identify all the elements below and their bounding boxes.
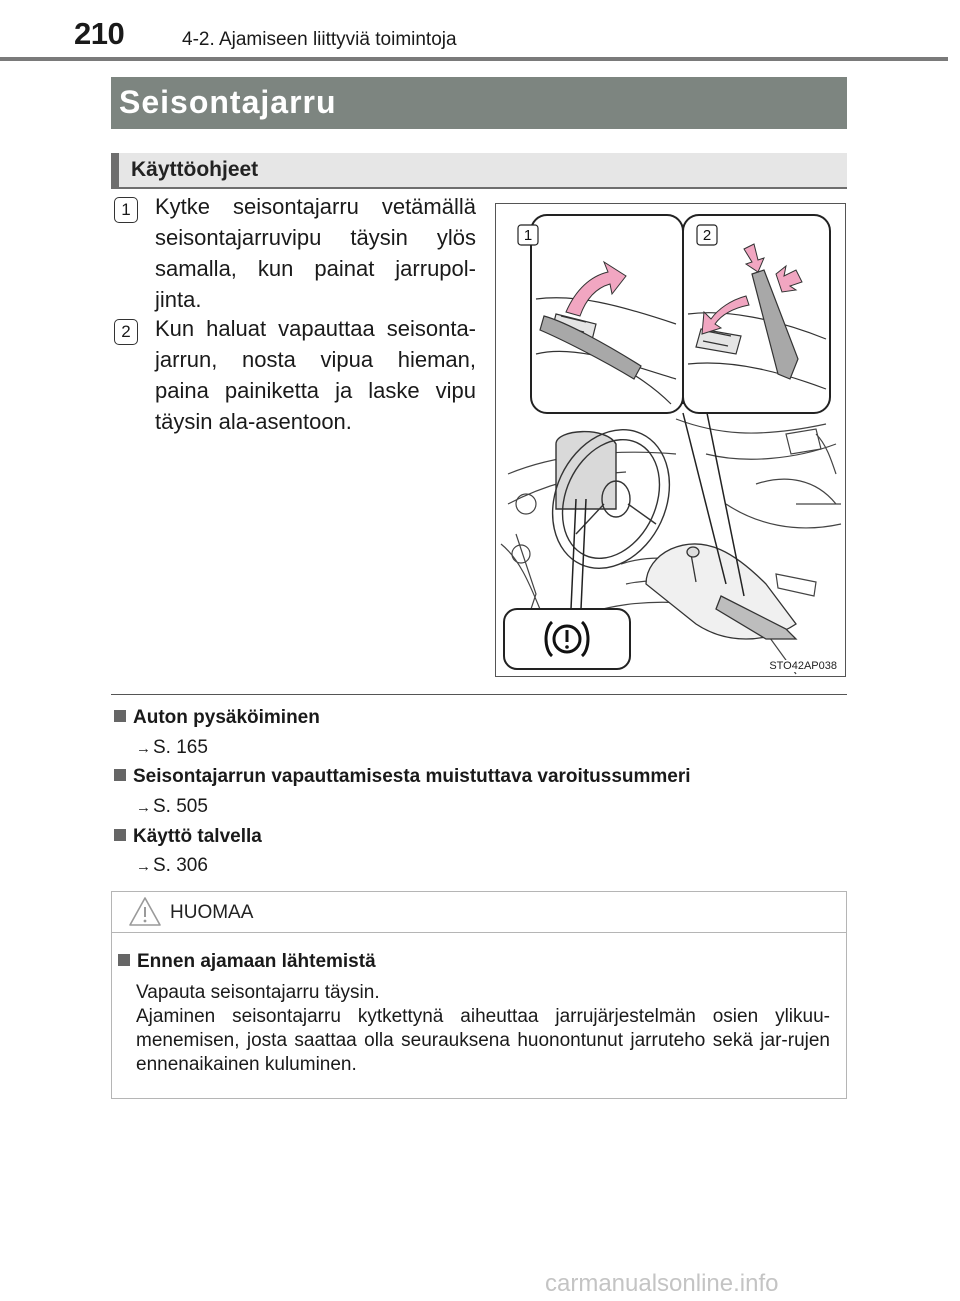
step-text-2: Kun haluat vapauttaa seisonta-jarrun, nosta vipua hieman, paina painiketta ja laske vipu täysin ala-asentoon. <box>155 316 476 434</box>
section-title: Käyttöohjeet <box>131 158 259 181</box>
svg-text:1: 1 <box>523 227 533 244</box>
bullet-square-icon <box>118 954 130 966</box>
callout-number-2 <box>697 225 717 245</box>
step-text-1: Kytke seisontajarru vetämällä seisontajarruvipu täysin ylös samalla, kun painat jarrupol-jinta. <box>155 194 476 312</box>
notice-box <box>111 891 847 1099</box>
notice-divider <box>112 932 846 933</box>
svg-text:2: 2 <box>702 227 712 244</box>
info-ref-3[interactable]: → S. 306 <box>136 855 208 876</box>
bullet-square-icon <box>114 829 126 841</box>
notice-subtitle: Ennen ajamaan lähtemistä <box>118 951 376 973</box>
notice-paragraph: Ajaminen seisontajarru kytkettynä aiheuttaa jarrujärjestelmän osien ylikuu-menemisen, josta saattaa olla seurauksena huonontunut jarruteho sekä jar-rujen ennenaikainen kuluminen. <box>136 1006 830 1075</box>
info-title-2: Seisontajarrun vapauttamisesta muistuttava varoitussummeri <box>114 766 691 788</box>
illustration-drawing <box>496 204 845 676</box>
notice-label: HUOMAA <box>170 902 254 923</box>
header-divider <box>0 57 948 61</box>
info-ref-1[interactable]: → S. 165 <box>136 737 208 758</box>
page-title: Seisontajarru <box>119 84 337 120</box>
figure-code: STO42AP038 <box>769 660 837 672</box>
arrow-right-icon: → <box>136 858 151 875</box>
notice-line-1: Vapauta seisontajarru täysin. <box>136 982 380 1003</box>
bullet-square-icon <box>114 769 126 781</box>
center-console <box>646 544 796 639</box>
info-title-3: Käyttö talvella <box>114 826 262 848</box>
warning-triangle-icon <box>128 896 162 928</box>
info-title-1: Auton pysäköiminen <box>114 707 320 729</box>
page-number: 210 <box>74 16 125 51</box>
step-number-2: 2 <box>114 319 138 345</box>
callout-panel-1 <box>531 215 683 413</box>
arrow-right-icon: → <box>136 799 151 816</box>
bullet-square-icon <box>114 710 126 722</box>
arrow-right-icon: → <box>136 740 151 757</box>
title-bar <box>111 77 847 129</box>
content-divider <box>111 694 847 695</box>
info-ref-2[interactable]: → S. 505 <box>136 796 208 817</box>
chapter-title: 4-2. Ajamiseen liittyviä toimintoja <box>182 29 457 50</box>
parking-brake-illustration <box>495 203 846 677</box>
callout-number-1 <box>518 225 538 245</box>
watermark: carmanualsonline.info <box>545 1270 779 1297</box>
notice-body <box>136 981 830 1077</box>
step-number-1: 1 <box>114 197 138 223</box>
section-header <box>111 153 847 189</box>
section-accent <box>111 153 119 187</box>
